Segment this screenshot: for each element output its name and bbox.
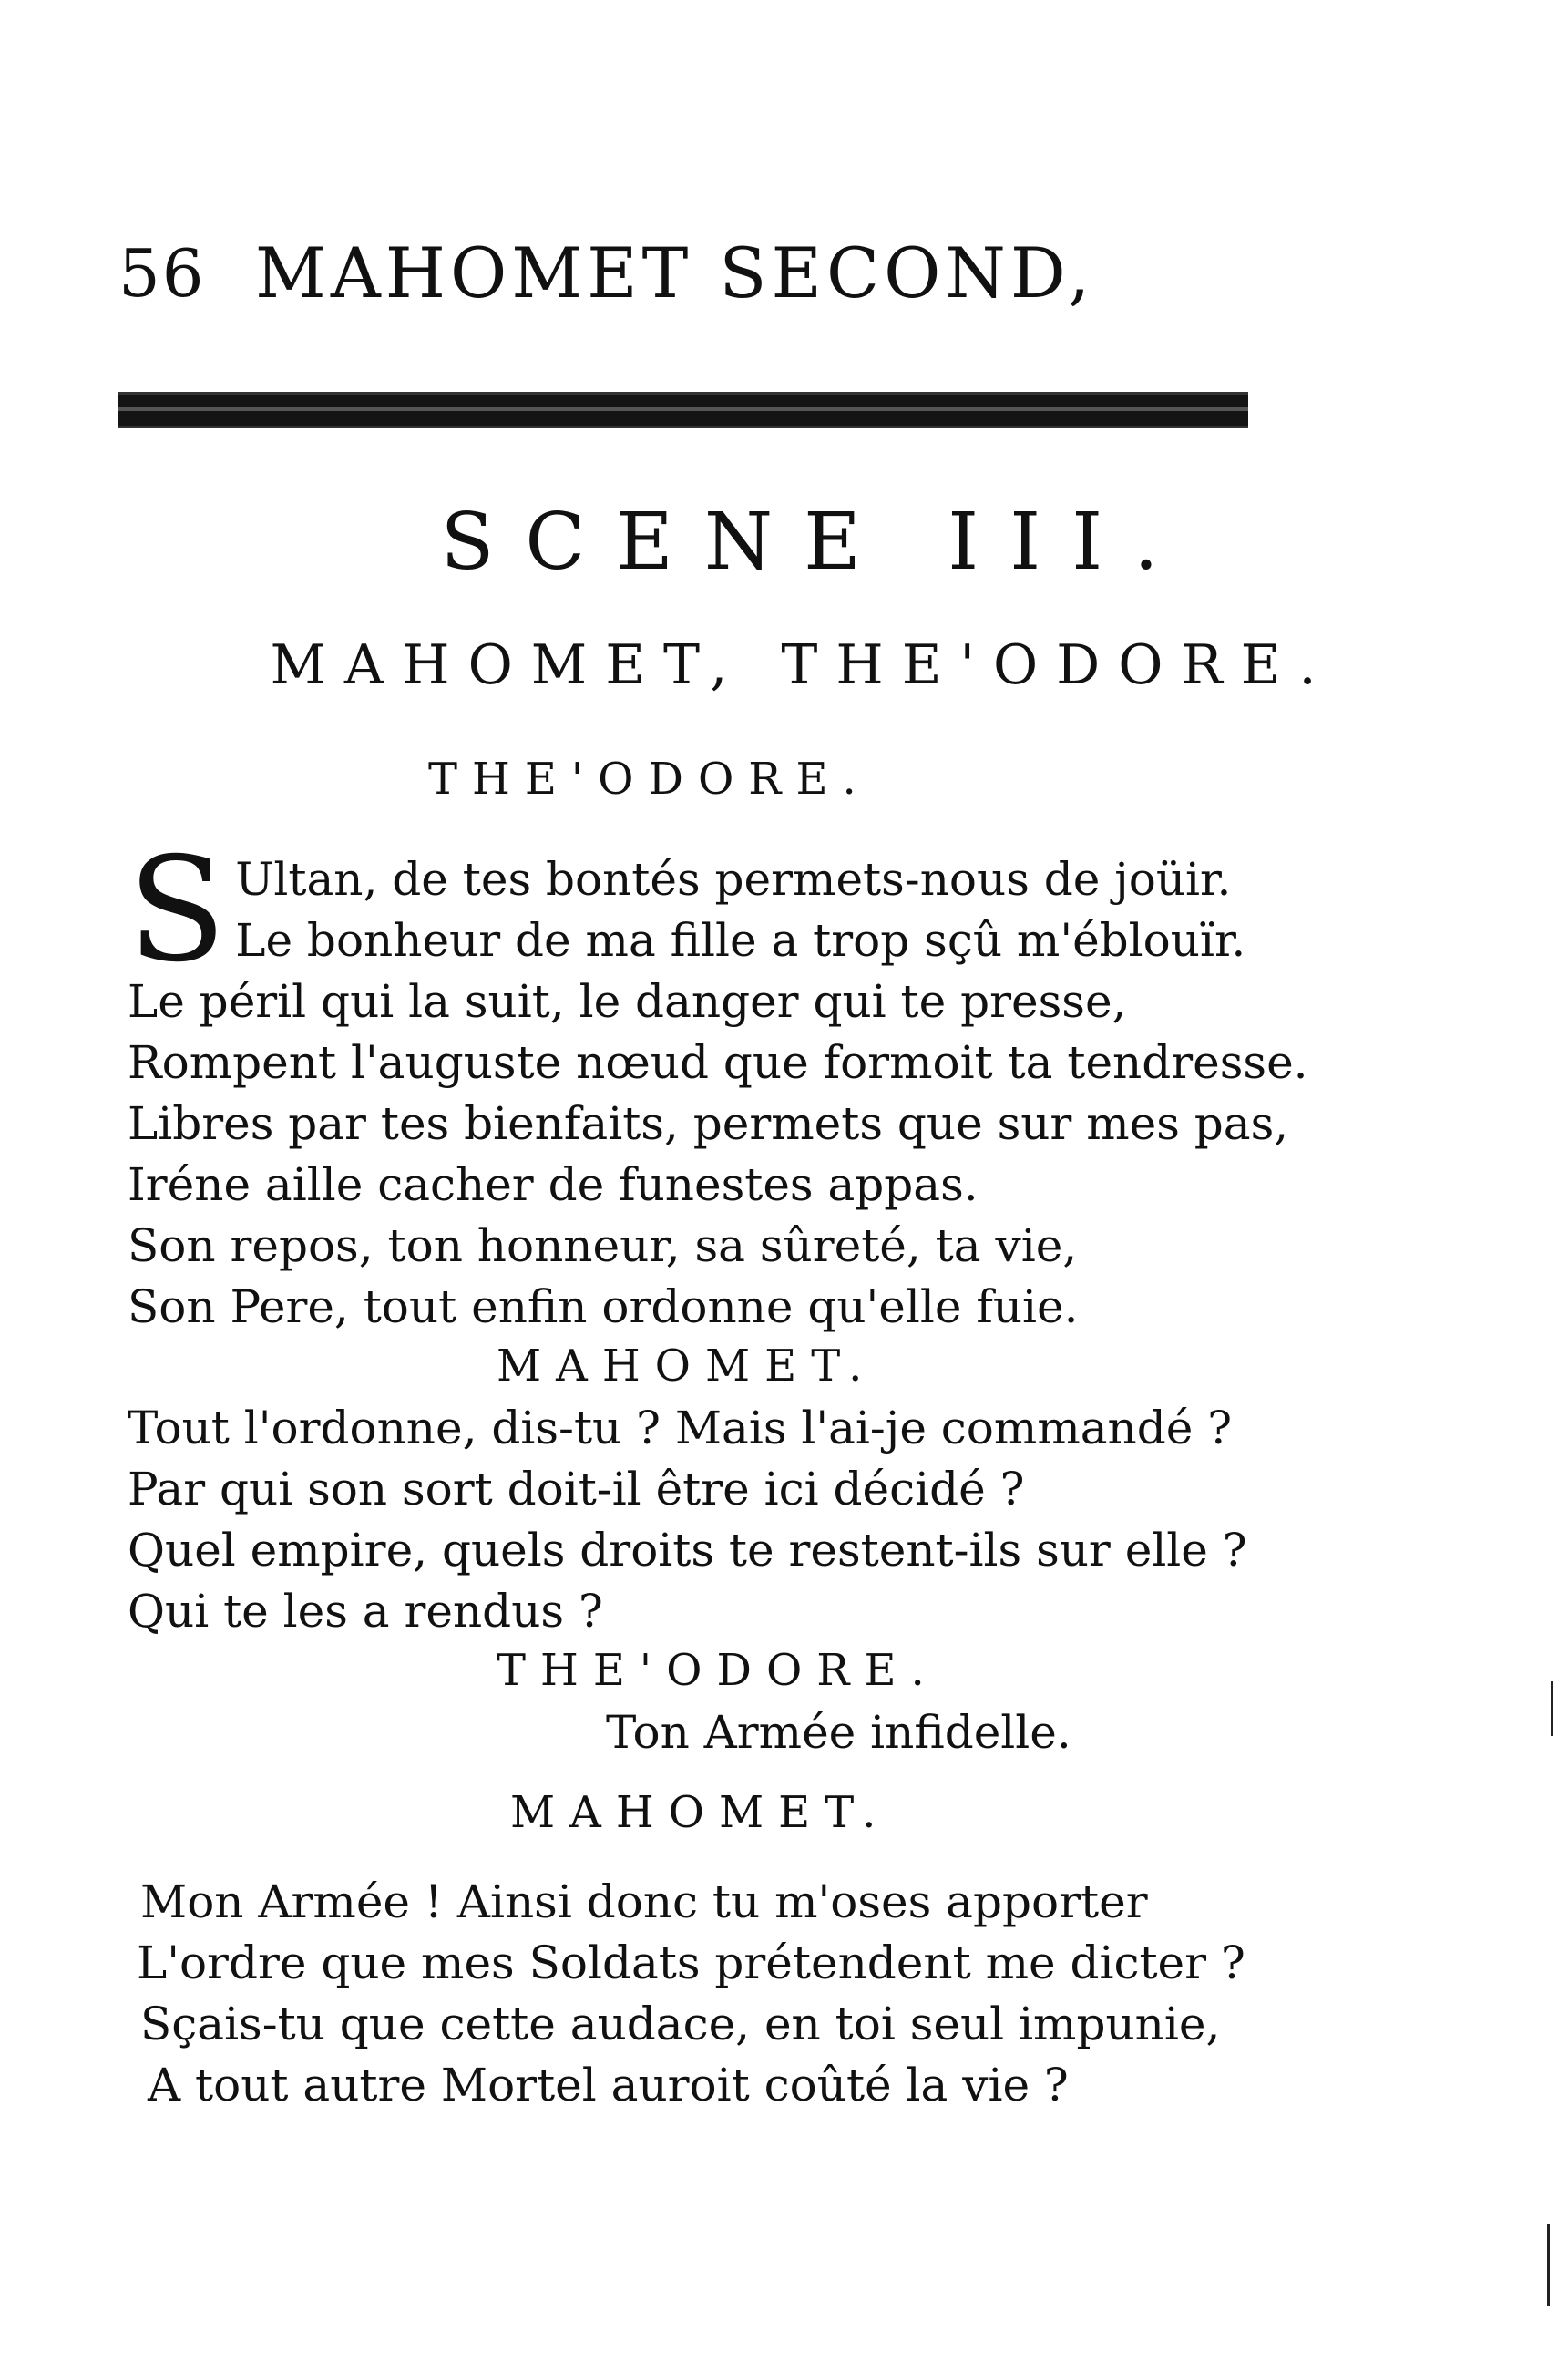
- speech-mahomet-2: [128, 1872, 1294, 2116]
- verse-line: Mon Armée ! Ainsi donc tu m'oses apporter: [140, 1875, 1148, 1928]
- drop-cap: S: [128, 827, 227, 994]
- verse-line: Ultan, de tes bontés permets-nous de joüir.: [235, 853, 1232, 906]
- scan-mark: [1551, 1681, 1553, 1736]
- speech-mahomet-1: [128, 1398, 1294, 1642]
- verse-line: Rompent l'auguste nœud que formoit ta tendresse.: [128, 1036, 1308, 1089]
- page-number: 56: [118, 235, 206, 312]
- running-title: MAHOMET SECOND,: [255, 232, 1095, 313]
- scan-mark: [1547, 2224, 1550, 2306]
- speaker-name: MAHOMET.: [497, 1341, 877, 1392]
- speaker-name: MAHOMET.: [510, 1787, 891, 1838]
- verse-line: Sçais-tu que cette audace, en toi seul impunie,: [140, 1998, 1221, 2050]
- verse-line: Le bonheur de ma fille a trop sçû m'éblouïr.: [235, 914, 1246, 967]
- speaker-name: THE'ODORE.: [428, 754, 871, 805]
- verse-line: Son repos, ton honneur, sa sûreté, ta vie,: [128, 1219, 1078, 1272]
- verse-line: Par qui son sort doit-il être ici décidé ?: [128, 1463, 1025, 1515]
- verse-line: Qui te les a rendus ?: [128, 1585, 603, 1638]
- verse-line: L'ordre que mes Soldats prétendent me dicter ?: [137, 1936, 1245, 1989]
- speech-theodore-1-cont: [128, 971, 1308, 1338]
- speech-theodore-1: [128, 827, 1294, 994]
- verse-line: Le péril qui la suit, le danger qui te presse,: [128, 975, 1127, 1028]
- ornamental-rule: [118, 392, 1248, 428]
- verse-line: A tout autre Mortel auroit coûté la vie ?: [148, 2059, 1069, 2111]
- scene-title: SCENE III.: [440, 497, 1190, 588]
- verse-line: Iréne aille cacher de funestes appas.: [128, 1158, 979, 1211]
- verse-line: Libres par tes bienfaits, permets que sur mes pas,: [128, 1097, 1289, 1150]
- scene-characters: MAHOMET, THE'ODORE.: [270, 633, 1335, 697]
- running-head: [118, 232, 1248, 314]
- verse-line: Son Pere, tout enfin ordonne qu'elle fuie.: [128, 1280, 1079, 1333]
- verse-line: Ton Armée infidelle.: [606, 1706, 1071, 1759]
- verse-line: Tout l'ordonne, dis-tu ? Mais l'ai-je commandé ?: [128, 1402, 1233, 1454]
- speaker-name: THE'ODORE.: [497, 1645, 939, 1696]
- verse-line: Quel empire, quels droits te restent-ils sur elle ?: [128, 1524, 1247, 1577]
